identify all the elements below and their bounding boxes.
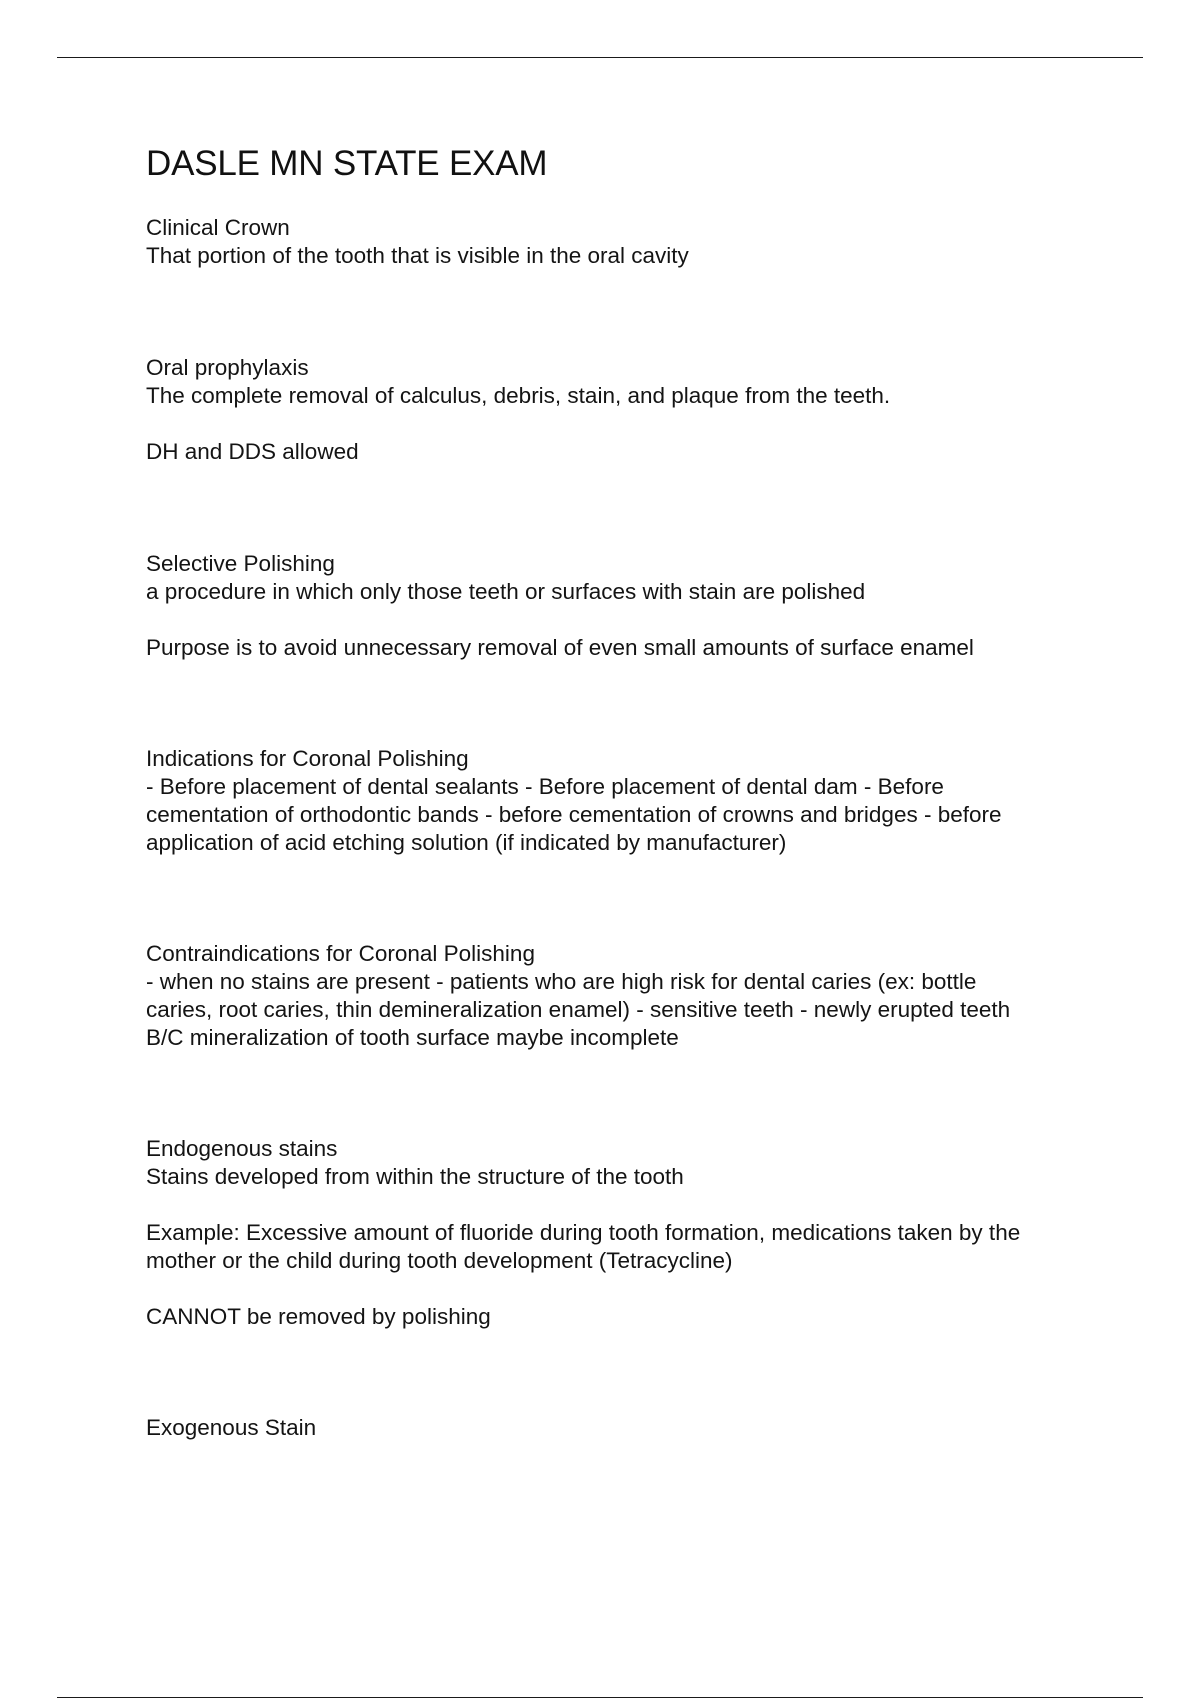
card-clinical-crown <box>146 214 1086 270</box>
card-note: DH and DDS allowed <box>146 439 359 464</box>
top-rule <box>57 57 1143 58</box>
card-endogenous-stains <box>146 1135 1086 1331</box>
card-definition-line: cementation of orthodontic bands - before cementation of crowns and bridges - before <box>146 802 1002 827</box>
card-oral-prophylaxis <box>146 354 1086 466</box>
card-definition-line: - when no stains are present - patients who are high risk for dental caries (ex: bottle <box>146 969 977 994</box>
card-note: Purpose is to avoid unnecessary removal of even small amounts of surface enamel <box>146 635 974 660</box>
card-term: Clinical Crown <box>146 215 290 240</box>
card-term: Contraindications for Coronal Polishing <box>146 941 535 966</box>
bottom-rule <box>57 1697 1143 1698</box>
card-term: Endogenous stains <box>146 1136 338 1161</box>
card-definition-line: application of acid etching solution (if indicated by manufacturer) <box>146 830 787 855</box>
card-definition-line: a procedure in which only those teeth or surfaces with stain are polished <box>146 579 866 604</box>
card-contraindications-coronal-polishing <box>146 940 1086 1052</box>
card-term: Selective Polishing <box>146 551 335 576</box>
card-term: Indications for Coronal Polishing <box>146 746 469 771</box>
card-note: Example: Excessive amount of fluoride during tooth formation, medications taken by the <box>146 1220 1021 1245</box>
card-definition-line: - Before placement of dental sealants - Before placement of dental dam - Before <box>146 774 944 799</box>
card-definition-line: The complete removal of calculus, debris, stain, and plaque from the teeth. <box>146 383 891 408</box>
card-definition-line: That portion of the tooth that is visible in the oral cavity <box>146 243 689 268</box>
page-title: DASLE MN STATE EXAM <box>146 144 548 183</box>
card-definition-line: B/C mineralization of tooth surface maybe incomplete <box>146 1025 679 1050</box>
card-exogenous-stain <box>146 1414 1086 1442</box>
card-definition-line: caries, root caries, thin demineralization enamel) - sensitive teeth - newly erupted teeth <box>146 997 1011 1022</box>
card-note-line: mother or the child during tooth development (Tetracycline) <box>146 1248 733 1273</box>
card-indications-coronal-polishing <box>146 745 1086 857</box>
card-term: Oral prophylaxis <box>146 355 309 380</box>
card-note: CANNOT be removed by polishing <box>146 1304 491 1329</box>
card-selective-polishing <box>146 550 1086 662</box>
card-definition-line: Stains developed from within the structure of the tooth <box>146 1164 684 1189</box>
card-term: Exogenous Stain <box>146 1415 317 1440</box>
